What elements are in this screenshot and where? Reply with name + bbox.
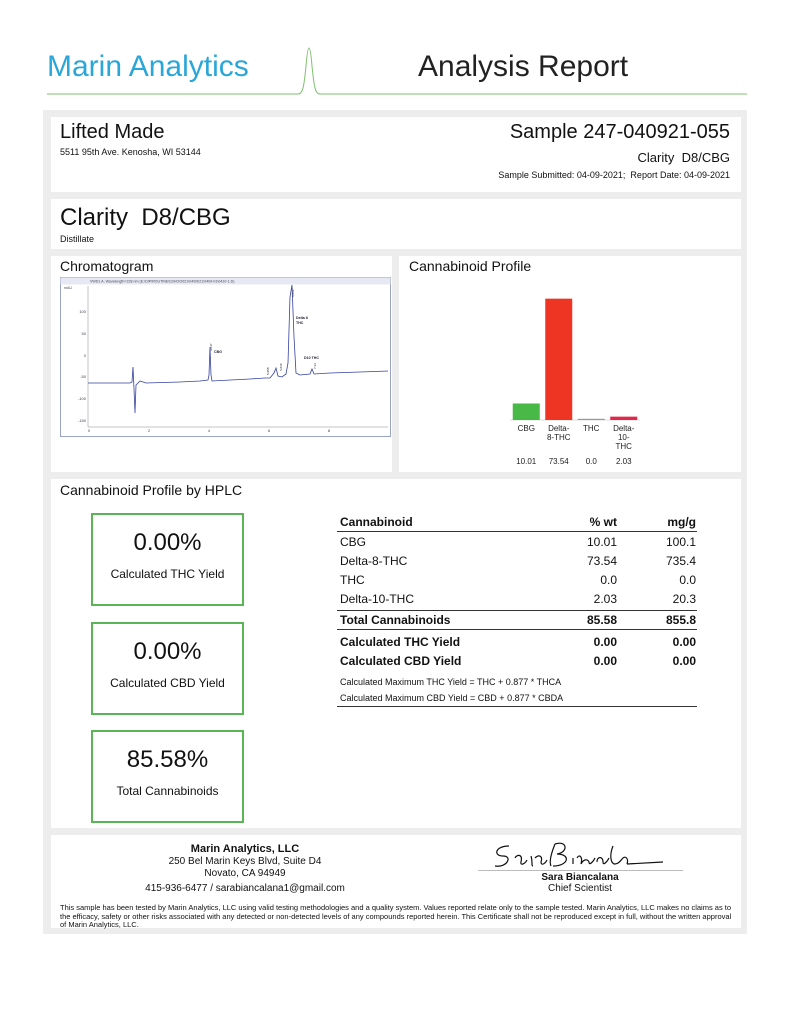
table-row <box>337 589 697 608</box>
x-tick: 0 <box>87 428 91 433</box>
thc-yield-row <box>337 632 697 651</box>
cbd-yield-row-mg: 0.00 <box>672 653 696 668</box>
hplc-results-table <box>337 513 697 707</box>
disclaimer: This sample has been tested by Marin Analytics, LLC using valid testing methodologies and a quality system. Values reported relate only to the sample tested. Marin Analytics, LLC makes no claims as to the efficacy, safety or other risks associated with any detected or non-detected levels of any compounds reported herein. This Certificate shall not be reproduced except in full, without the written approval of Marin Analytics, LLC. <box>60 903 732 929</box>
profile-heading: Cannabinoid Profile <box>409 258 532 274</box>
total-cannabinoids-value: 85.58% <box>126 746 209 773</box>
y-tick: 50 <box>81 331 86 336</box>
cell-pct: 0.0 <box>600 572 617 587</box>
signature-rule <box>478 870 683 871</box>
cbd-yield-row-pct: 0.00 <box>593 653 617 668</box>
client-address: 5511 95th Ave. Kenosha, WI 53144 <box>60 147 201 157</box>
cell-mg: 100.1 <box>665 534 696 549</box>
chromatogram-header-text: VWD1 A, Wavelength=228 nm (E:\DIP\ROUTINE\D2HO\2021\04\09\21\0409-01\0410-1.D) <box>90 279 235 284</box>
thc-yield-row-pct: 0.00 <box>593 634 617 649</box>
value-label: 0.0 <box>585 457 597 466</box>
cell-pct: 10.01 <box>586 534 617 549</box>
total-cannabinoids-box <box>91 730 244 823</box>
report-title: Analysis Report <box>418 50 629 83</box>
bar-thc <box>578 419 605 420</box>
peak-rt: 4.047 <box>209 343 213 351</box>
peak-label-d8thc-2: THC <box>296 321 304 325</box>
cbd-formula: Calculated Maximum CBD Yield = CBD + 0.877 * CBDA <box>337 690 697 707</box>
cell-mg: 735.4 <box>665 553 696 568</box>
footer-contact: 415-936-6477 / sarabiancalana1@gmail.com <box>145 883 345 894</box>
product-name: Clarity D8/CBG <box>60 204 231 231</box>
cannabinoid-profile-chart <box>498 275 648 470</box>
footer-address-2: Novato, CA 94949 <box>204 868 286 879</box>
total-mg: 855.8 <box>665 613 696 627</box>
category-label: THC <box>583 424 600 433</box>
cell-name: Delta-10-THC <box>340 591 415 606</box>
header-pct-wt: % wt <box>589 515 617 529</box>
total-pct: 85.58 <box>586 613 617 627</box>
cbd-yield-value: 0.00% <box>133 638 202 665</box>
total-row <box>337 610 697 630</box>
chromatogram-image <box>60 277 391 437</box>
bar-delta-10-thc <box>610 417 637 420</box>
y-tick: 0 <box>83 353 86 358</box>
category-label: 10- <box>617 433 630 442</box>
cbd-yield-label: Calculated CBD Yield <box>110 676 225 690</box>
cbd-yield-box <box>91 622 244 715</box>
x-tick: 8 <box>327 428 331 433</box>
thc-yield-row-label: Calculated THC Yield <box>340 634 461 649</box>
cell-pct: 2.03 <box>593 591 617 606</box>
peak-rt: 6.862 <box>291 289 295 297</box>
y-tick: -100 <box>77 396 86 401</box>
y-tick: -50 <box>80 374 86 379</box>
y-tick: -150 <box>77 418 86 423</box>
chromatogram-unit: mAU <box>64 286 72 290</box>
cell-name: CBG <box>340 534 367 549</box>
peak-rt: 5.958 <box>266 367 270 375</box>
sample-name: Clarity D8/CBG <box>637 150 730 165</box>
cbd-yield-row-label: Calculated CBD Yield <box>340 653 462 668</box>
footer-lab-name: Marin Analytics, LLC <box>190 843 300 855</box>
table-header <box>337 513 697 532</box>
cell-pct: 73.54 <box>586 553 617 568</box>
thc-yield-label: Calculated THC Yield <box>110 567 225 581</box>
value-label: 10.01 <box>516 457 537 466</box>
sample-id: Sample 247-040921-055 <box>509 121 730 143</box>
total-cannabinoids-label: Total Cannabinoids <box>116 784 219 798</box>
y-tick: 100 <box>79 309 86 314</box>
table-row <box>337 551 697 570</box>
lab-logo: Marin Analytics <box>47 50 249 83</box>
peak-label-d10thc: D10 THC <box>304 356 319 360</box>
peak-label-cbg: CBG <box>214 350 222 354</box>
category-label: THC <box>615 442 632 451</box>
peak-rt: 6.840 <box>279 363 283 371</box>
peak-label-d8thc: Delta 8 <box>296 316 308 320</box>
peak-logo-line <box>0 36 791 96</box>
signature <box>485 840 665 872</box>
bar-delta-8-thc <box>545 299 572 420</box>
category-label: Delta- <box>613 424 635 433</box>
category-label: CBG <box>517 424 535 433</box>
total-label: Total Cannabinoids <box>340 613 451 627</box>
category-label: 8-THC <box>546 433 571 442</box>
footer-address-1: 250 Bel Marin Keys Blvd, Suite D4 <box>168 856 322 867</box>
signer-name: Sara Biancalana <box>541 872 619 883</box>
cell-mg: 0.0 <box>679 572 696 587</box>
x-tick: 6 <box>267 428 271 433</box>
header-mg-g: mg/g <box>667 515 696 529</box>
cell-mg: 20.3 <box>672 591 696 606</box>
bar-cbg <box>513 403 540 420</box>
x-tick: 4 <box>207 428 211 433</box>
sample-dates: Sample Submitted: 04-09-2021; Report Date: 04-09-2021 <box>498 170 730 180</box>
chromatogram-heading: Chromatogram <box>60 258 154 274</box>
value-label: 2.03 <box>615 457 632 466</box>
hplc-heading: Cannabinoid Profile by HPLC <box>60 482 243 498</box>
thc-yield-box <box>91 513 244 606</box>
thc-yield-value: 0.00% <box>133 529 202 556</box>
value-label: 73.54 <box>548 457 569 466</box>
product-type: Distillate <box>60 234 95 244</box>
cell-name: THC <box>340 572 365 587</box>
table-row <box>337 570 697 589</box>
client-name: Lifted Made <box>60 121 165 143</box>
thc-yield-row-mg: 0.00 <box>672 634 696 649</box>
thc-formula: Calculated Maximum THC Yield = THC + 0.877 * THCA <box>340 676 562 687</box>
cell-name: Delta-8-THC <box>340 553 408 568</box>
signer-title: Chief Scientist <box>548 883 612 894</box>
peak-rt: 7.34 <box>313 363 317 369</box>
x-tick: 2 <box>147 428 151 433</box>
header-cannabinoid: Cannabinoid <box>340 515 413 529</box>
category-label: Delta- <box>548 424 570 433</box>
table-row <box>337 532 697 551</box>
cbd-yield-row <box>337 651 697 670</box>
